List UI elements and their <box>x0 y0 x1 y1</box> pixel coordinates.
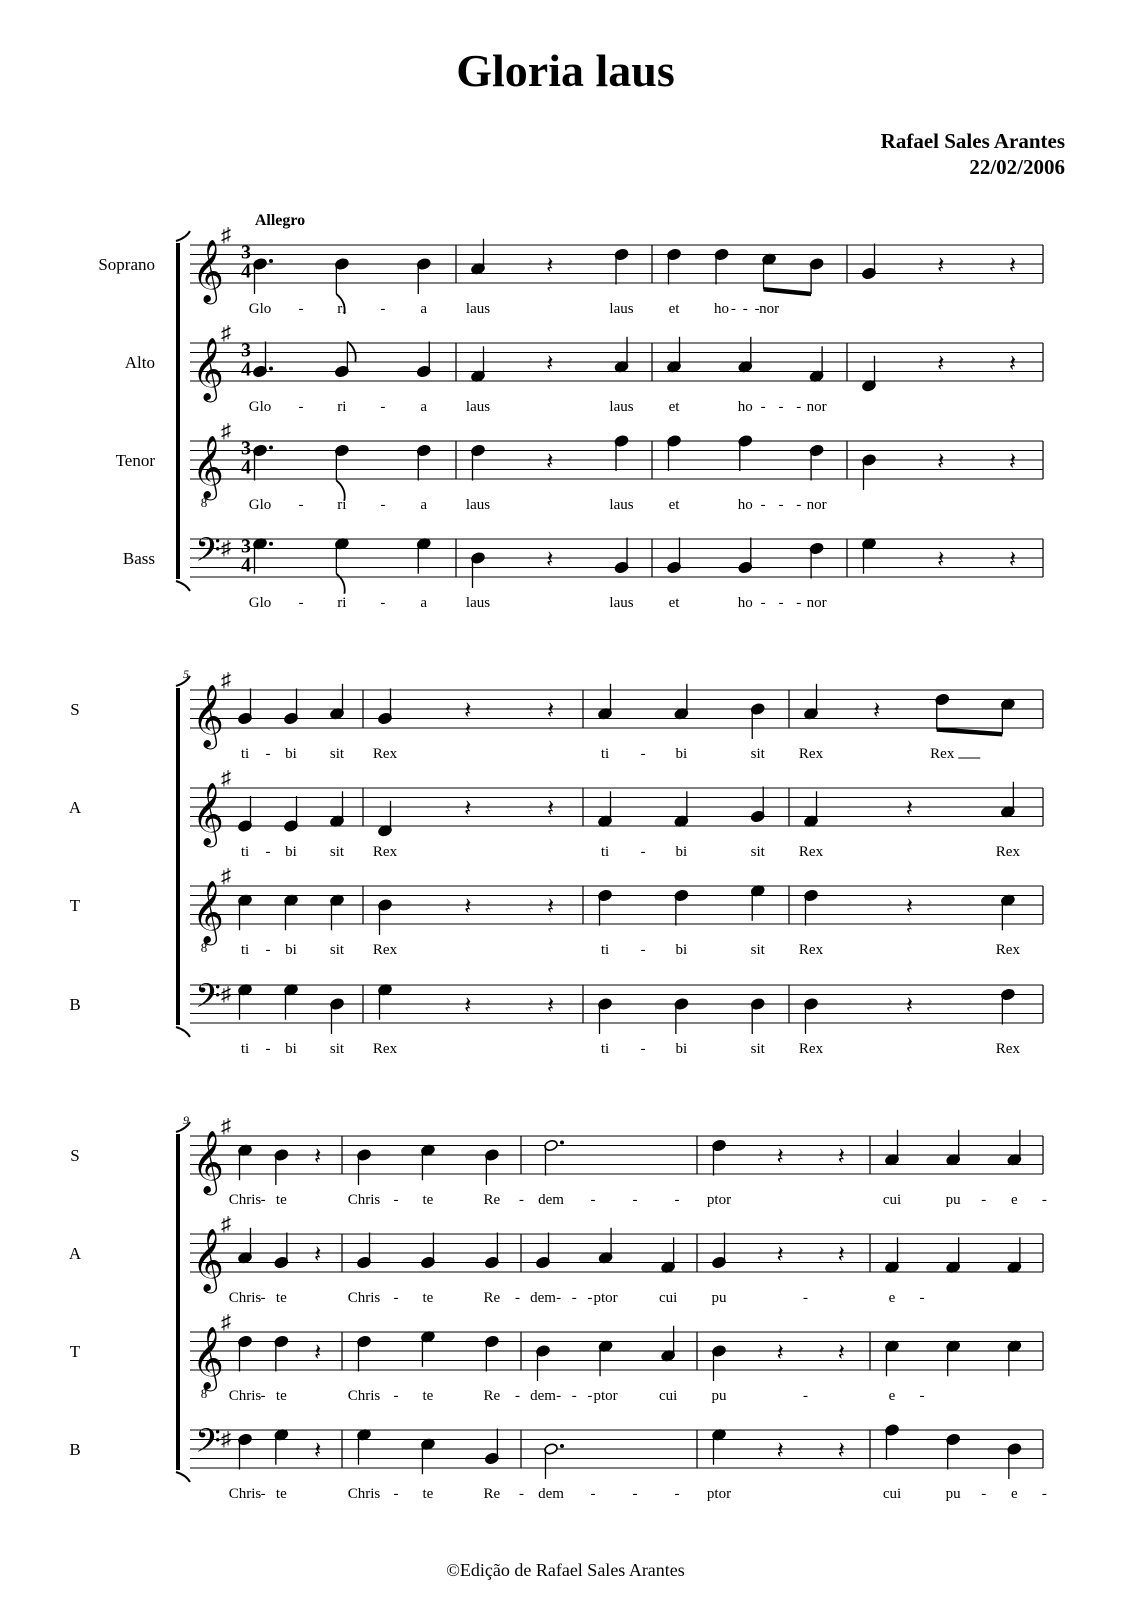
lyrics-line <box>229 1486 1047 1502</box>
lyric-syllable: sit <box>329 1041 345 1057</box>
lyric-syllable: sit <box>750 1041 765 1057</box>
lyric-syllable: ti <box>600 844 610 860</box>
lyric-syllable: dem <box>538 1486 564 1502</box>
lyric-syllable: Rex <box>372 942 398 958</box>
time-signature-bottom: 4 <box>241 456 251 479</box>
lyric-hyphen: - <box>796 399 802 415</box>
quarter-rest-icon: 𝄽 <box>937 253 945 279</box>
quarter-rest-icon: 𝄽 <box>905 993 914 1019</box>
lyric-syllable: Rex <box>798 844 824 860</box>
voice-label: Soprano <box>98 255 155 274</box>
quarter-rest-icon: 𝄽 <box>905 894 914 920</box>
lyric-syllable: a <box>420 399 428 415</box>
lyric-hyphen: - <box>556 1290 562 1306</box>
lyric-syllable: Re <box>483 1192 501 1208</box>
beam <box>937 730 1003 735</box>
time-signature-bottom: 4 <box>241 260 251 283</box>
lyric-syllable: sit <box>329 844 345 860</box>
sharp-icon: ♯ <box>221 865 231 888</box>
staff-bass <box>69 978 1043 1058</box>
voice-label: A <box>68 798 82 817</box>
lyric-hyphen: - <box>803 1388 808 1404</box>
staff-alto <box>69 768 1043 861</box>
lyric-syllable: dem <box>530 1388 556 1404</box>
lyric-hyphen: - <box>778 595 784 611</box>
lyric-syllable: cui <box>882 1486 902 1502</box>
lyric-syllable: te <box>422 1388 434 1404</box>
quarter-rest-icon: 𝄽 <box>546 993 555 1019</box>
lyric-syllable: ri <box>337 497 347 513</box>
lyric-syllable: cui <box>658 1388 678 1404</box>
lyric-syllable: ti <box>240 942 250 958</box>
lyrics-line <box>241 942 1021 958</box>
lyric-hyphen: - <box>260 1192 266 1208</box>
lyric-hyphen: - <box>1041 1192 1047 1208</box>
quarter-rest-icon: 𝄽 <box>314 1438 322 1464</box>
time-signature-top: 3 <box>241 437 251 460</box>
treble-clef-icon: 𝄞 <box>192 784 224 844</box>
octave-8-icon: 8 <box>200 1386 208 1401</box>
quarter-rest-icon: 𝄽 <box>1008 547 1017 573</box>
voice-label: Alto <box>124 353 155 372</box>
lyric-syllable: sit <box>750 844 765 860</box>
lyric-hyphen: - <box>640 844 646 860</box>
lyric-hyphen: - <box>265 1041 271 1057</box>
lyric-syllable: Chris <box>347 1388 381 1404</box>
quarter-rest-icon: 𝄽 <box>546 351 554 377</box>
quarter-rest-icon: 𝄽 <box>1008 351 1017 377</box>
lyric-syllable: bi <box>675 746 688 762</box>
time-signature-bottom: 4 <box>241 554 251 577</box>
quarter-rest-icon: 𝄽 <box>546 698 555 724</box>
staff-bass <box>123 532 1043 612</box>
augmentation-dot <box>269 259 273 263</box>
lyric-syllable: nor <box>806 399 827 415</box>
lyric-syllable: pu <box>711 1290 727 1306</box>
lyric-hyphen: - <box>514 1388 520 1404</box>
composer-name: Rafael Sales Arantes <box>880 129 1065 153</box>
lyric-syllable: ho <box>714 301 730 317</box>
lyrics-line <box>241 746 980 762</box>
lyric-syllable: bi <box>285 942 297 958</box>
time-signature-top: 3 <box>241 339 251 362</box>
lyric-hyphen: - <box>260 1388 266 1404</box>
treble-clef-icon: 𝄞 <box>192 882 224 942</box>
treble-clef-icon: 𝄞 <box>192 241 224 301</box>
quarter-rest-icon: 𝄽 <box>1008 253 1017 279</box>
lyric-syllable: Chris <box>347 1290 381 1306</box>
lyric-hyphen: - <box>796 595 802 611</box>
system-2 <box>69 667 1043 1057</box>
bass-clef-icon: 𝄢 <box>195 1422 221 1468</box>
lyrics-line <box>249 301 779 317</box>
lyric-syllable: nor <box>806 497 827 513</box>
augmentation-dot <box>560 1141 564 1145</box>
lyric-hyphen: - <box>380 399 386 415</box>
lyric-syllable: ptor <box>706 1486 732 1502</box>
lyric-syllable: laus <box>609 399 634 415</box>
lyric-syllable: e <box>888 1388 896 1404</box>
lyric-hyphen: - <box>640 942 646 958</box>
lyric-hyphen: - <box>298 399 304 415</box>
lyrics-line <box>229 1388 925 1404</box>
lyric-syllable: Chris <box>228 1290 262 1306</box>
lyric-hyphen: - <box>590 1486 596 1502</box>
bass-clef-icon: 𝄢 <box>195 531 221 577</box>
lyric-syllable: Glo <box>248 497 272 513</box>
lyric-syllable: bi <box>285 844 297 860</box>
quarter-rest-icon: 𝄽 <box>837 1438 846 1464</box>
lyric-syllable: ri <box>337 595 347 611</box>
lyric-syllable: Re <box>483 1290 501 1306</box>
quarter-rest-icon: 𝄽 <box>776 1242 784 1268</box>
lyric-syllable: Rex <box>798 746 824 762</box>
treble-clef-icon: 𝄞 <box>192 686 224 746</box>
staff-soprano <box>70 670 1043 763</box>
lyric-syllable: Chris <box>347 1192 381 1208</box>
lyric-syllable: cui <box>882 1192 902 1208</box>
quarter-rest-icon: 𝄽 <box>837 1144 846 1170</box>
lyric-syllable: te <box>422 1290 434 1306</box>
lyric-syllable: Rex <box>995 942 1020 958</box>
lyric-syllable: Rex <box>372 746 398 762</box>
quarter-rest-icon: 𝄽 <box>464 698 472 724</box>
time-signature-bottom: 4 <box>241 358 251 381</box>
quarter-rest-icon: 𝄽 <box>937 547 945 573</box>
lyric-syllable: laus <box>465 497 491 513</box>
lyric-hyphen: - <box>393 1290 399 1306</box>
treble-clef-icon: 𝄞 <box>192 1328 224 1388</box>
lyric-hyphen: - <box>587 1290 593 1306</box>
lyric-hyphen: - <box>674 1486 680 1502</box>
quarter-rest-icon: 𝄽 <box>872 698 881 724</box>
lyric-hyphen: - <box>981 1192 987 1208</box>
lyric-hyphen: - <box>518 1192 524 1208</box>
quarter-rest-icon: 𝄽 <box>464 796 472 822</box>
bass-clef-icon: 𝄢 <box>195 977 221 1023</box>
voice-label: A <box>68 1244 82 1263</box>
flag <box>347 342 355 362</box>
lyric-hyphen: - <box>260 1486 266 1502</box>
lyric-syllable: te <box>275 1290 287 1306</box>
augmentation-dot <box>269 446 273 450</box>
lyric-syllable: laus <box>465 301 491 317</box>
voice-label: Bass <box>122 549 155 568</box>
lyric-syllable: nor <box>759 301 780 317</box>
lyric-hyphen: - <box>260 1290 266 1306</box>
lyric-syllable: Glo <box>248 595 272 611</box>
quarter-rest-icon: 𝄽 <box>314 1340 322 1366</box>
lyric-syllable: bi <box>285 1041 297 1057</box>
lyric-hyphen: - <box>265 942 271 958</box>
lyric-syllable: te <box>275 1192 287 1208</box>
lyric-syllable: bi <box>285 746 297 762</box>
lyric-syllable: a <box>420 301 428 317</box>
lyric-syllable: et <box>668 497 680 513</box>
measure-number: 5 <box>183 667 189 681</box>
quarter-rest-icon: 𝄽 <box>776 1144 784 1170</box>
lyric-hyphen: - <box>919 1290 925 1306</box>
lyric-syllable: ti <box>600 942 610 958</box>
lyrics-line <box>229 1192 1047 1208</box>
lyric-syllable: cui <box>658 1290 678 1306</box>
lyric-syllable: te <box>275 1388 287 1404</box>
sharp-icon: ♯ <box>221 420 231 443</box>
lyric-hyphen: - <box>760 595 766 611</box>
lyric-hyphen: - <box>778 399 784 415</box>
quarter-rest-icon: 𝄽 <box>546 253 554 279</box>
quarter-rest-icon: 𝄽 <box>546 449 554 475</box>
lyric-syllable: pu <box>945 1486 961 1502</box>
lyrics-line <box>249 497 827 513</box>
quarter-rest-icon: 𝄽 <box>905 796 914 822</box>
lyrics-line <box>241 1041 1021 1057</box>
sharp-icon: ♯ <box>221 669 231 692</box>
voice-label: T <box>69 1342 81 1361</box>
lyric-syllable: bi <box>675 942 688 958</box>
lyric-syllable: dem <box>530 1290 556 1306</box>
lyric-syllable: ho <box>737 399 753 415</box>
lyric-hyphen: - <box>919 1388 925 1404</box>
lyric-hyphen: - <box>380 595 386 611</box>
treble-clef-icon: 𝄞 <box>192 1230 224 1290</box>
lyric-syllable: et <box>668 595 680 611</box>
lyric-syllable: laus <box>609 497 634 513</box>
lyric-syllable: sit <box>750 942 765 958</box>
quarter-rest-icon: 𝄽 <box>546 894 555 920</box>
quarter-rest-icon: 𝄽 <box>937 449 945 475</box>
octave-8-icon: 8 <box>200 495 208 510</box>
lyric-hyphen: - <box>778 497 784 513</box>
lyric-hyphen: - <box>298 301 304 317</box>
lyric-syllable: sit <box>750 746 765 762</box>
lyric-syllable: ptor <box>593 1290 618 1306</box>
lyric-hyphen: - <box>514 1290 520 1306</box>
quarter-rest-icon: 𝄽 <box>546 547 554 573</box>
sharp-icon: ♯ <box>221 983 231 1006</box>
quarter-rest-icon: 𝄽 <box>464 993 472 1019</box>
staff-soprano <box>70 1116 1047 1209</box>
lyric-syllable: Rex <box>995 844 1020 860</box>
lyric-hyphen: - <box>393 1486 399 1502</box>
lyric-hyphen: - <box>590 1192 596 1208</box>
voice-label: Tenor <box>115 451 155 470</box>
lyric-hyphen: - <box>298 595 304 611</box>
lyric-syllable: sit <box>329 746 345 762</box>
lyric-syllable: ptor <box>706 1192 732 1208</box>
bracket-bottom <box>176 581 190 591</box>
lyric-hyphen: - <box>640 1041 646 1057</box>
lyric-hyphen: - <box>380 497 386 513</box>
voice-label: B <box>69 1440 81 1459</box>
quarter-rest-icon: 𝄽 <box>837 1340 846 1366</box>
lyric-syllable: te <box>422 1486 434 1502</box>
lyric-syllable: Chris <box>228 1486 262 1502</box>
quarter-rest-icon: 𝄽 <box>837 1242 846 1268</box>
lyric-syllable: a <box>420 595 428 611</box>
lyric-syllable: Re <box>483 1486 501 1502</box>
lyric-syllable: e <box>1011 1486 1018 1502</box>
staff-alto <box>125 323 1043 416</box>
sharp-icon: ♯ <box>221 537 231 560</box>
lyric-syllable: dem <box>538 1192 564 1208</box>
treble-clef-icon: 𝄞 <box>192 339 224 399</box>
sharp-icon: ♯ <box>221 1213 231 1236</box>
lyric-syllable: Rex <box>798 1041 824 1057</box>
lyrics-line <box>241 844 1021 860</box>
page-title: Gloria laus <box>456 45 675 96</box>
lyric-syllable: Rex <box>930 746 955 762</box>
tempo-marking: Allegro <box>254 212 306 229</box>
lyric-hyphen: - <box>760 497 766 513</box>
lyric-syllable: ho <box>737 497 753 513</box>
bracket-bottom <box>176 1472 190 1482</box>
lyric-hyphen: - <box>556 1388 562 1404</box>
quarter-rest-icon: 𝄽 <box>776 1438 784 1464</box>
lyrics-line <box>249 595 827 611</box>
bracket-bottom <box>176 1027 190 1037</box>
lyric-syllable: ri <box>337 399 347 415</box>
lyric-syllable: te <box>275 1486 287 1502</box>
lyric-syllable: ti <box>600 746 610 762</box>
lyric-syllable: Chris <box>228 1192 262 1208</box>
lyric-syllable: et <box>668 399 680 415</box>
lyric-syllable: ti <box>240 844 250 860</box>
voice-label: B <box>69 995 81 1014</box>
treble-clef-icon: 𝄞 <box>192 1132 224 1192</box>
lyric-syllable: laus <box>609 595 634 611</box>
lyric-syllable: laus <box>609 301 634 317</box>
quarter-rest-icon: 𝄽 <box>464 894 472 920</box>
lyric-syllable: sit <box>329 942 345 958</box>
lyric-syllable: ri <box>337 301 347 317</box>
staff-alto <box>69 1214 1043 1307</box>
lyric-hyphen: - <box>754 301 760 317</box>
lyric-syllable: ti <box>240 746 250 762</box>
staff-tenor <box>116 421 1043 514</box>
lyric-hyphen: - <box>380 301 386 317</box>
augmentation-dot <box>269 542 273 546</box>
quarter-rest-icon: 𝄽 <box>546 796 555 822</box>
lyric-syllable: bi <box>675 844 688 860</box>
lyrics-line <box>249 399 827 415</box>
augmentation-dot <box>560 1444 564 1448</box>
lyric-hyphen: - <box>265 844 271 860</box>
quarter-rest-icon: 𝄽 <box>314 1144 322 1170</box>
lyric-syllable: ptor <box>593 1388 618 1404</box>
quarter-rest-icon: 𝄽 <box>937 351 945 377</box>
lyric-syllable: Rex <box>798 942 824 958</box>
lyric-syllable: et <box>668 301 680 317</box>
lyric-syllable: ti <box>600 1041 610 1057</box>
sharp-icon: ♯ <box>221 767 231 790</box>
bracket-top <box>176 231 190 241</box>
lyric-syllable: Glo <box>248 301 272 317</box>
beam <box>764 289 812 294</box>
composition-date: 22/02/2006 <box>969 155 1065 179</box>
lyric-hyphen: - <box>674 1192 680 1208</box>
lyric-hyphen: - <box>571 1290 577 1306</box>
copyright-footer: ©Edição de Rafael Sales Arantes <box>446 1560 685 1580</box>
lyrics-line <box>229 1290 925 1306</box>
quarter-rest-icon: 𝄽 <box>1008 449 1017 475</box>
lyric-syllable: laus <box>465 399 491 415</box>
lyric-syllable: pu <box>711 1388 727 1404</box>
lyric-syllable: e <box>1011 1192 1018 1208</box>
lyric-syllable: Rex <box>372 844 398 860</box>
sharp-icon: ♯ <box>221 224 231 247</box>
lyric-syllable: pu <box>945 1192 961 1208</box>
staff-tenor <box>70 1312 1043 1405</box>
treble-clef-icon: 𝄞 <box>192 437 224 497</box>
lyric-hyphen: - <box>981 1486 987 1502</box>
lyric-syllable: e <box>888 1290 896 1306</box>
lyric-hyphen: - <box>760 399 766 415</box>
lyric-hyphen: - <box>587 1388 593 1404</box>
lyric-hyphen: - <box>803 1290 808 1306</box>
sharp-icon: ♯ <box>221 1115 231 1138</box>
staff-bass <box>69 1423 1047 1503</box>
quarter-rest-icon: 𝄽 <box>314 1242 322 1268</box>
lyric-hyphen: - <box>393 1192 399 1208</box>
lyric-hyphen: - <box>518 1486 524 1502</box>
lyric-syllable: a <box>420 497 428 513</box>
lyric-syllable: Rex <box>372 1041 398 1057</box>
lyric-syllable: Chris <box>228 1388 262 1404</box>
lyric-hyphen: - <box>393 1388 399 1404</box>
voice-label: T <box>69 896 81 915</box>
lyric-hyphen: - <box>632 1486 638 1502</box>
lyric-hyphen: - <box>730 301 736 317</box>
octave-8-icon: 8 <box>200 940 208 955</box>
augmentation-dot <box>269 367 273 371</box>
time-signature-top: 3 <box>241 241 251 264</box>
lyric-hyphen: - <box>265 746 271 762</box>
system-1 <box>98 212 1043 611</box>
voice-label: S <box>70 700 80 719</box>
lyric-hyphen: - <box>571 1388 577 1404</box>
sharp-icon: ♯ <box>221 1428 231 1451</box>
lyric-syllable: te <box>422 1192 434 1208</box>
lyric-hyphen: - <box>298 497 304 513</box>
lyric-syllable: Glo <box>248 399 272 415</box>
system-3 <box>69 1113 1047 1502</box>
lyric-syllable: ti <box>240 1041 250 1057</box>
lyric-syllable: ho <box>737 595 753 611</box>
sharp-icon: ♯ <box>221 1311 231 1334</box>
quarter-rest-icon: 𝄽 <box>776 1340 784 1366</box>
lyric-syllable: nor <box>806 595 827 611</box>
voice-label: S <box>70 1146 80 1165</box>
lyric-syllable: laus <box>465 595 491 611</box>
lyric-hyphen: - <box>632 1192 638 1208</box>
lyric-hyphen: - <box>796 497 802 513</box>
staff-soprano <box>98 225 1043 318</box>
staff-tenor <box>70 866 1043 959</box>
lyric-syllable: Rex <box>995 1041 1020 1057</box>
lyric-hyphen: - <box>742 301 748 317</box>
lyric-hyphen: - <box>640 746 646 762</box>
lyric-syllable: Chris <box>347 1486 381 1502</box>
sharp-icon: ♯ <box>221 322 231 345</box>
time-signature-top: 3 <box>241 535 251 558</box>
lyric-hyphen: - <box>1041 1486 1047 1502</box>
lyric-syllable: Re <box>483 1388 501 1404</box>
measure-number: 9 <box>183 1113 189 1127</box>
lyric-syllable: bi <box>675 1041 688 1057</box>
